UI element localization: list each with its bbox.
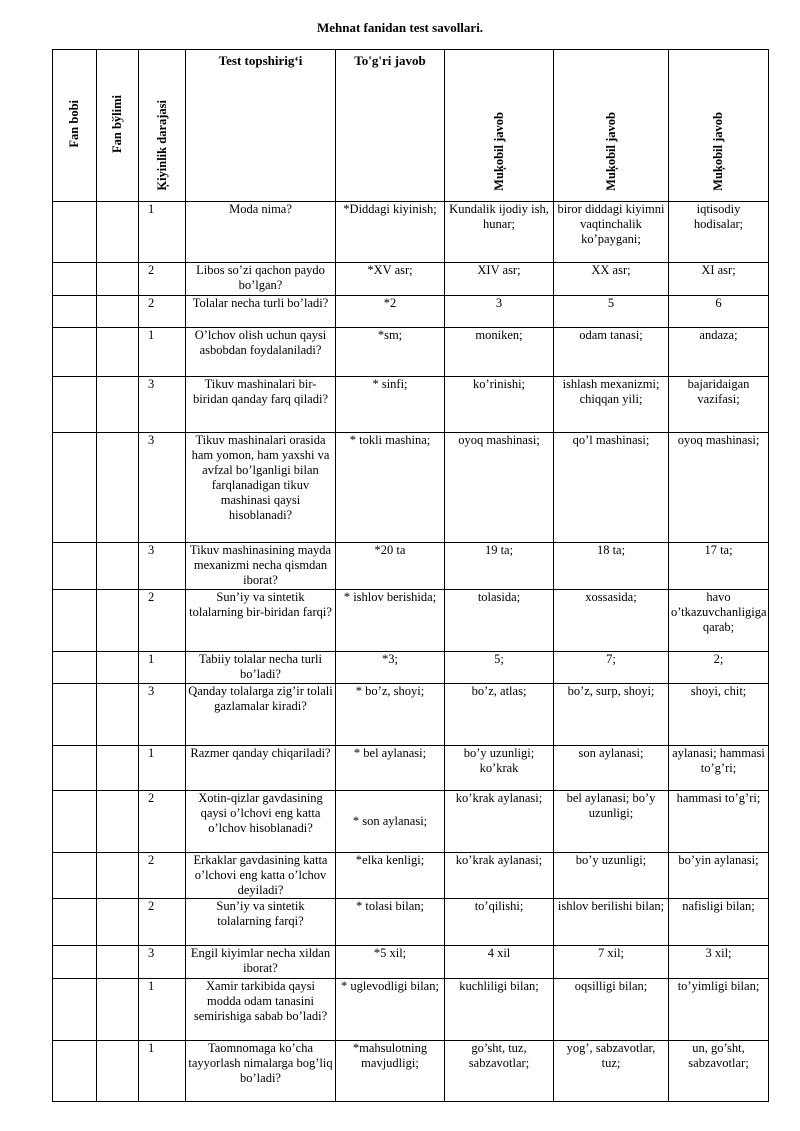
fan-bobi-cell [53,746,97,791]
correct-answer-cell: * bel aylanasi; [336,746,445,791]
difficulty-cell: 2 [139,899,186,946]
header-alt-answer-3: Muķobil javob [669,50,769,202]
header-row [53,50,769,202]
alt-answer-2-cell: bo’z, surp, shoyi; [554,684,669,746]
difficulty-cell: 3 [139,684,186,746]
question-cell: Erkaklar gavdasining katta o’lchovi eng katta o’lchov deyiladi? [186,853,336,899]
alt-answer-1-cell: Kundalik ijodiy ish, hunar; [445,202,554,263]
fan-bolimi-cell [97,202,139,263]
alt-answer-3-cell: andaza; [669,328,769,377]
alt-answer-2-cell: 7; [554,652,669,684]
header-fan-bobi: Fan bobi [53,50,97,202]
difficulty-cell: 1 [139,1041,186,1102]
question-cell: Engil kiyimlar necha xildan iborat? [186,946,336,979]
alt-answer-3-cell: 3 xil; [669,946,769,979]
alt-answer-3-cell: 17 ta; [669,543,769,590]
question-cell: Tikuv mashinalari bir-biridan qanday farq qiladi? [186,377,336,433]
fan-bolimi-cell [97,853,139,899]
fan-bobi-cell [53,202,97,263]
alt-answer-3-cell: XI asr; [669,263,769,296]
fan-bobi-cell [53,684,97,746]
correct-answer-cell: *20 ta [336,543,445,590]
alt-answer-1-cell: ko’krak aylanasi; [445,791,554,853]
alt-answer-2-cell: bel aylanasi; bo’y uzunligi; [554,791,669,853]
alt-answer-1-cell: bo’z, atlas; [445,684,554,746]
table-row [53,590,769,652]
alt-answer-1-cell: kuchliligi bilan; [445,979,554,1041]
alt-answer-3-cell: 2; [669,652,769,684]
table-row [53,853,769,899]
fan-bolimi-cell [97,946,139,979]
alt-answer-3-cell: un, go’sht, sabzavotlar; [669,1041,769,1102]
table-row [53,543,769,590]
difficulty-cell: 2 [139,296,186,328]
alt-answer-2-cell: son aylanasi; [554,746,669,791]
question-cell: Tikuv mashinalari orasida ham yomon, ham yaxshi va avfzal bo’lganligi bilan farqlanadigan tikuv mashinasi qaysi hisoblanadi? [186,433,336,543]
difficulty-cell: 3 [139,543,186,590]
correct-answer-cell: *3; [336,652,445,684]
alt-answer-1-cell: tolasida; [445,590,554,652]
alt-answer-3-cell: aylanasi; hammasi to’g’ri; [669,746,769,791]
fan-bobi-cell [53,946,97,979]
alt-answer-1-cell: 19 ta; [445,543,554,590]
table-row [53,328,769,377]
alt-answer-2-cell: oqsilligi bilan; [554,979,669,1041]
difficulty-cell: 1 [139,652,186,684]
alt-answer-3-cell: shoyi, chit; [669,684,769,746]
header-alt-answer-1: Muķobil javob [445,50,554,202]
fan-bolimi-cell [97,328,139,377]
correct-answer-cell: *Diddagi kiyinish; [336,202,445,263]
table-row [53,433,769,543]
alt-answer-1-cell: oyoq mashinasi; [445,433,554,543]
table-row [53,946,769,979]
alt-answer-2-cell: ishlash mexanizmi; chiqqan yili; [554,377,669,433]
alt-answer-2-cell: ishlov berilishi bilan; [554,899,669,946]
fan-bolimi-cell [97,746,139,791]
alt-answer-2-cell: bo’y uzunligi; [554,853,669,899]
alt-answer-3-cell: iqtisodiy hodisalar; [669,202,769,263]
question-cell: Razmer qanday chiqariladi? [186,746,336,791]
alt-answer-1-cell: 5; [445,652,554,684]
fan-bolimi-cell [97,684,139,746]
fan-bobi-cell [53,377,97,433]
alt-answer-3-cell: nafisligi bilan; [669,899,769,946]
fan-bobi-cell [53,590,97,652]
fan-bolimi-cell [97,433,139,543]
fan-bolimi-cell [97,652,139,684]
header-question: Test topshirig‘i [186,50,336,202]
correct-answer-cell: * bo’z, shoyi; [336,684,445,746]
alt-answer-2-cell: qo’l mashinasi; [554,433,669,543]
correct-answer-cell: * sinfi; [336,377,445,433]
table-row [53,377,769,433]
alt-answer-3-cell: bajaridaigan vazifasi; [669,377,769,433]
table-row [53,296,769,328]
alt-answer-3-cell: to’yimligi bilan; [669,979,769,1041]
question-cell: Tolalar necha turli bo’ladi? [186,296,336,328]
table-row [53,899,769,946]
alt-answer-3-cell: 6 [669,296,769,328]
fan-bolimi-cell [97,979,139,1041]
correct-answer-cell: * tolasi bilan; [336,899,445,946]
question-cell: Qanday tolalarga zig’ir tolali gazlamalar kiradi? [186,684,336,746]
table-row [53,684,769,746]
header-difficulty: Ķiyinlik darajasi [139,50,186,202]
difficulty-cell: 2 [139,791,186,853]
difficulty-cell: 2 [139,853,186,899]
correct-answer-cell: *sm; [336,328,445,377]
difficulty-cell: 1 [139,979,186,1041]
fan-bobi-cell [53,791,97,853]
fan-bolimi-cell [97,377,139,433]
fan-bobi-cell [53,433,97,543]
fan-bobi-cell [53,263,97,296]
header-alt-answer-2: Muķobil javob [554,50,669,202]
alt-answer-1-cell: moniken; [445,328,554,377]
difficulty-cell: 3 [139,433,186,543]
alt-answer-1-cell: XIV asr; [445,263,554,296]
alt-answer-1-cell: go’sht, tuz, sabzavotlar; [445,1041,554,1102]
difficulty-cell: 3 [139,946,186,979]
fan-bolimi-cell [97,590,139,652]
question-cell: Taomnomaga ko’cha tayyorlash nimalarga bog’liq bo’ladi? [186,1041,336,1102]
fan-bolimi-cell [97,296,139,328]
question-cell: Tabiiy tolalar necha turli bo’ladi? [186,652,336,684]
correct-answer-cell: *2 [336,296,445,328]
question-cell: Moda nima? [186,202,336,263]
table-row [53,1041,769,1102]
test-table [52,49,769,1102]
page-title: Mehnat fanidan test savollari. [316,20,484,35]
correct-answer-cell: * uglevodligi bilan; [336,979,445,1041]
question-cell: Xamir tarkibida qaysi modda odam tanasini semirishiga sabab bo’ladi? [186,979,336,1041]
fan-bobi-cell [53,853,97,899]
difficulty-cell: 2 [139,263,186,296]
alt-answer-2-cell: biror diddagi kiyimni vaqtinchalik ko’paygani; [554,202,669,263]
alt-answer-1-cell: 3 [445,296,554,328]
fan-bobi-cell [53,979,97,1041]
difficulty-cell: 3 [139,377,186,433]
fan-bolimi-cell [97,791,139,853]
correct-answer-cell: * tokli mashina; [336,433,445,543]
difficulty-cell: 1 [139,746,186,791]
question-cell: O’lchov olish uchun qaysi asbobdan foydalaniladi? [186,328,336,377]
table-row [53,746,769,791]
correct-answer-cell: * ishlov berishida; [336,590,445,652]
difficulty-cell: 2 [139,590,186,652]
question-cell: Tikuv mashinasining mayda mexanizmi necha qismdan iborat? [186,543,336,590]
alt-answer-2-cell: XX asr; [554,263,669,296]
fan-bobi-cell [53,296,97,328]
question-cell: Sun’iy va sintetik tolalarning farqi? [186,899,336,946]
fan-bolimi-cell [97,543,139,590]
correct-answer-cell: *5 xil; [336,946,445,979]
alt-answer-3-cell: bo’yin aylanasi; [669,853,769,899]
alt-answer-2-cell: odam tanasi; [554,328,669,377]
difficulty-cell: 1 [139,328,186,377]
alt-answer-3-cell: havo o’tkazuvchanligiga qarab; [669,590,769,652]
header-correct-answer: To'g'ri javob [336,50,445,202]
correct-answer-cell: *XV asr; [336,263,445,296]
alt-answer-2-cell: 18 ta; [554,543,669,590]
fan-bolimi-cell [97,263,139,296]
fan-bolimi-cell [97,899,139,946]
difficulty-cell: 1 [139,202,186,263]
correct-answer-cell: * son aylanasi; [336,791,445,853]
table-row [53,979,769,1041]
fan-bobi-cell [53,652,97,684]
alt-answer-2-cell: 7 xil; [554,946,669,979]
alt-answer-1-cell: ko’krak aylanasi; [445,853,554,899]
fan-bobi-cell [53,328,97,377]
header-fan-bolimi: Fan bўlimi [97,50,139,202]
fan-bolimi-cell [97,1041,139,1102]
question-cell: Sun’iy va sintetik tolalarning bir-biridan farqi? [186,590,336,652]
question-cell: Libos so’zi qachon paydo bo’lgan? [186,263,336,296]
alt-answer-3-cell: oyoq mashinasi; [669,433,769,543]
alt-answer-1-cell: 4 xil [445,946,554,979]
correct-answer-cell: *elka kenligi; [336,853,445,899]
alt-answer-1-cell: to’qilishi; [445,899,554,946]
table-row [53,791,769,853]
alt-answer-2-cell: 5 [554,296,669,328]
alt-answer-1-cell: ko’rinishi; [445,377,554,433]
table-row [53,202,769,263]
correct-answer-cell: *mahsulotning mavjudligi; [336,1041,445,1102]
question-cell: Xotin-qizlar gavdasining qaysi o’lchovi eng katta o’lchov hisoblanadi? [186,791,336,853]
table-row [53,652,769,684]
alt-answer-2-cell: xossasida; [554,590,669,652]
alt-answer-2-cell: yog’, sabzavotlar, tuz; [554,1041,669,1102]
alt-answer-1-cell: bo’y uzunligi; ko’krak [445,746,554,791]
fan-bobi-cell [53,1041,97,1102]
fan-bobi-cell [53,899,97,946]
table-row [53,263,769,296]
fan-bobi-cell [53,543,97,590]
alt-answer-3-cell: hammasi to’g’ri; [669,791,769,853]
